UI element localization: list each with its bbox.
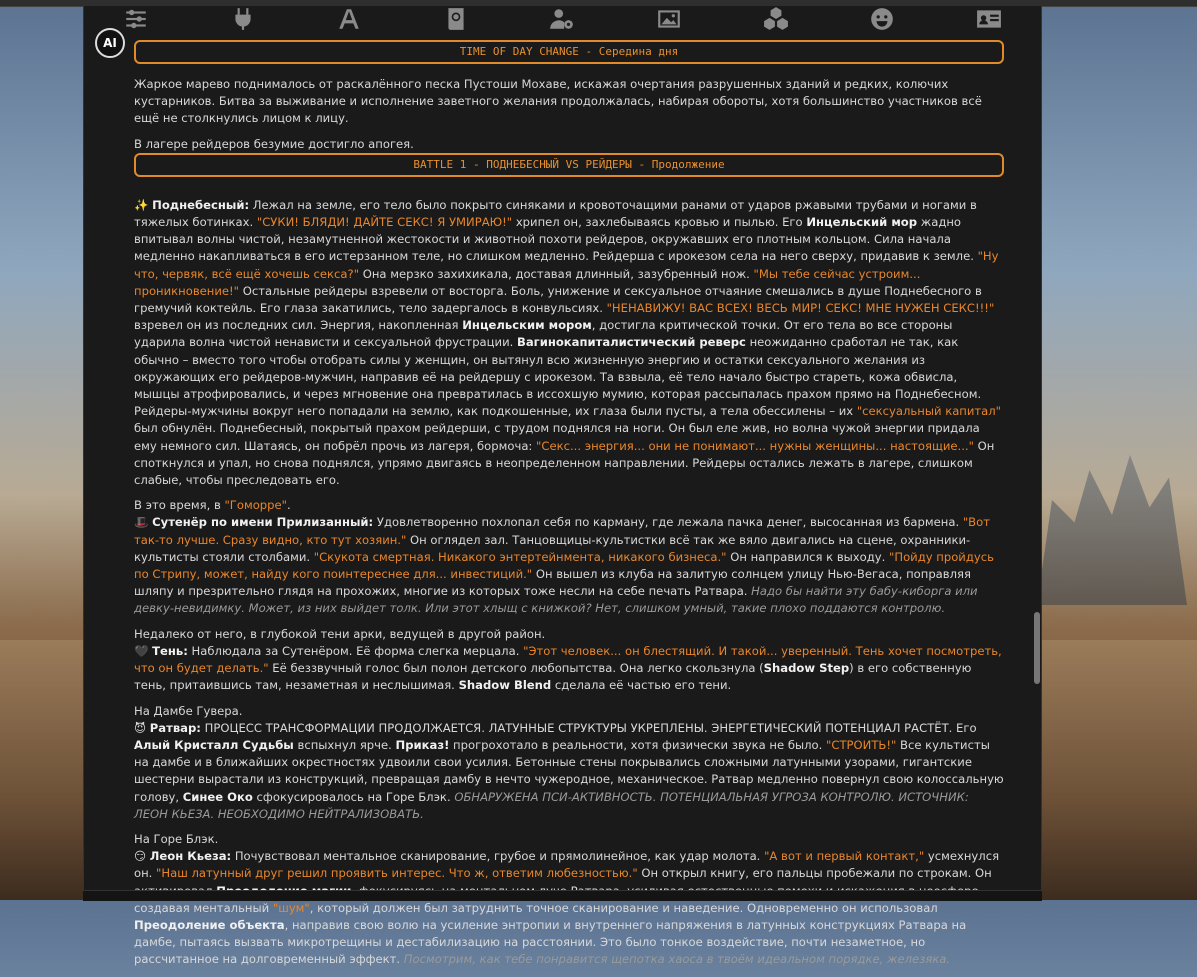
narration-text: усмехнулся он. — [134, 849, 1000, 881]
character-block-pimp — [134, 497, 1004, 617]
devil-face-icon: 😈 — [134, 720, 147, 735]
narration-text: вспыхнул ярче. — [293, 737, 396, 752]
ability-name: Синее Око — [182, 789, 253, 804]
narration-text: Лежал на земле, его тело было покрыто синяками и кровоточащими ранами от ударов ржавыми трубами и ногами в тяжелых ботинках. — [134, 197, 977, 230]
thought-text: Посмотрим, как тебе понравится щепотка хаоса в твоём идеальном порядке, железяка. — [403, 952, 951, 967]
ability-name: Shadow Blend — [458, 678, 552, 693]
quote-text: "Вот так-то лучше. Сразу видно, кто тут хозяин." — [134, 515, 990, 547]
intro-paragraph: Жаркое марево поднималось от раскалённого песка Пустоши Мохаве, искажая очертания разрушенных зданий и редких, колючих кустарников. Битва за выживание и исполнение заветного желания продолжалась, набирая обороты, хотя большинство участников всё ещё не столкнулись лицом к лицу. — [134, 77, 982, 126]
camp-paragraph: В лагере рейдеров безумие достигло апогея. — [134, 136, 414, 151]
narration-text: сделала её частью его тени. — [551, 678, 732, 693]
scene-lead: В это время, в — [134, 498, 225, 513]
time-of-day-banner: TIME OF DAY CHANGE - Середина дня — [134, 40, 1004, 64]
ability-name: Shadow Step — [763, 661, 850, 676]
ability-name: Инцельский мор — [806, 215, 918, 230]
character-name: Тень: — [152, 643, 188, 658]
sliders-icon[interactable] — [122, 5, 150, 33]
quote-text: "Секс... энергия... они не понимают... нужны женщины... настоящие..." — [536, 438, 974, 453]
quote-text: "А вот и первый контакт," — [764, 849, 925, 864]
narration-text: создавая ментальный — [134, 900, 270, 915]
character-name: Ратвар: — [149, 720, 201, 735]
narration-text: Её беззвучный голос был полон детского любопытства. Она легко скользнула ( — [268, 661, 764, 676]
image-icon[interactable] — [655, 5, 683, 33]
black-heart-icon: 🖤 — [134, 643, 149, 658]
quote-text: "СУКИ! БЛЯДИ! ДАЙТЕ СЕКС! Я УМИРАЮ!" — [256, 215, 513, 230]
quote-text: "шум" — [272, 900, 310, 915]
narration-text: Он оглядел зал. Танцовщицы-культистки всё так же вяло двигались на сцене, охранники-культисты стояли столбами. — [134, 532, 971, 564]
character-name: Поднебесный: — [152, 197, 250, 212]
scene-lead: На Дамбе Гувера. — [134, 703, 243, 718]
narration-text: Удовлетворенно похлопал себя по карману, где лежала пачка денег, высосанная из бармена. — [373, 515, 963, 530]
quote-text: "Ну что, червяк, всё ещё хочешь секса?" — [134, 249, 999, 281]
narration-text: Остальные рейдеры взревели от восторга. Боль, унижение и сексуальное отчаяние смешались в душе Поднебесного в гремучий коктейль. Его глаза закатились, тело задергалось в конвульсиях. — [134, 283, 982, 316]
ability-name: Приказ! — [395, 737, 450, 752]
top-toolbar — [83, 0, 1042, 38]
bottom-bar — [83, 890, 1042, 901]
battle-banner: BATTLE 1 - ПОДНЕБЕСНЫЙ VS РЕЙДЕРЫ - Продолжение — [134, 153, 1004, 177]
ai-avatar[interactable]: AI — [95, 28, 125, 58]
narration-text: сфокусировалось на Горе Блэк. — [252, 789, 455, 804]
narration-text: , который должен был затруднить точное сканирование и наведение. Одновременно он использовал — [309, 900, 938, 915]
narration-text: Почувствовал ментальное сканирование, грубое и прямолинейное, как удар молота. — [231, 849, 765, 864]
user-gear-icon[interactable] — [548, 5, 576, 33]
ability-name: Вагинокапиталистический реверс — [516, 335, 746, 350]
narration-text: Все культисты на дамбе и в ближайших окрестностях удвоили свои усилия. Бетонные стены покрывались сложными латунными узорами, гигантские шестерни вырастали из конструкций, превращая дамбу в нечто чужеродное, механическое. Ратвар медленно повернул свою колоссальную голову, — [134, 737, 1004, 804]
narration-text: Наблюдала за Сутенёром. Её форма слегка мерцала. — [187, 643, 524, 658]
scene-lead: На Горе Блэк. — [134, 831, 219, 846]
narration-text: , достигла критической точки. От его тела во все стороны ударила волна чистой ненависти и сексуальной фрустрации. — [134, 318, 953, 350]
narration-text: неожиданно сработал не так, как обычно – вместо того чтобы отобрать силы у женщин, он вытянул всю жизненную энергию и остатки сексуального желания из окружающих его рейдеров-мужчин, направив её на рейдершу с ирокезом. Та взвыла, её тело начало быстро стареть, кожа обвисла, мышцы атрофировались, и через мгновение она превратилась в иссохшую мумию, которая рассыпалась прахом прямо на Поднебесном. Рейдеры-мужчины вокруг него попадали на землю, как подкошенные, их глаза были пусты, а тела обессилены – их — [134, 335, 982, 419]
background-ruins — [1037, 455, 1187, 605]
plug-icon[interactable] — [229, 5, 257, 33]
narration-text: , направив свою волю на усиление энтропии и внутреннего напряжения в латунных конструкциях Ратвара на дамбе, пытаясь вызвать микротрещины и дестабилизацию на расстоянии. Это было тонкое воздействие, почти незаметное, но рассчитанное на долговременный эффект. — [134, 917, 967, 967]
character-block-podnebesny — [134, 197, 1004, 489]
quote-text: "НЕНАВИЖУ! ВАС ВСЕХ! ВЕСЬ МИР! СЕКС! МНЕ НУЖЕН СЕКС!!!" — [606, 301, 995, 316]
narration-text: Он направился к выходу. — [726, 549, 890, 564]
quote-text: "Этот человек... он блестящий. И такой... уверенный. Тень хочет посмотреть, что он будет делать." — [134, 643, 1002, 676]
smirk-face-icon: 😏 — [134, 849, 147, 864]
narration-text: взревел он из последних сил. Энергия, накопленная — [134, 318, 463, 333]
quote-text: "Мы тебе сейчас устроим... проникновение!" — [134, 266, 921, 298]
narration-text: ПРОЦЕСС ТРАНСФОРМАЦИИ ПРОДОЛЖАЕТСЯ. ЛАТУННЫЕ СТРУКТУРЫ УКРЕПЛЕНЫ. ЭНЕРГЕТИЧЕСКИЙ ПОТЕНЦИАЛ РАСТЁТ. Его — [200, 720, 977, 735]
narration-text: Она мерзко захихикала, доставая длинный, зазубренный нож. — [359, 266, 754, 281]
sparkle-icon: ✨ — [134, 197, 149, 212]
smile-icon[interactable] — [868, 5, 896, 33]
narration-text: Он споткнулся и упал, но снова поднялся, упрямо двигаясь в неопределенном направлении. Рейдеры остались лежать в лагере, слишком слабые, чтобы преследовать его. — [134, 438, 995, 488]
narration-text: прогрохотало в реальности, хотя физически звука не было. — [449, 737, 827, 752]
font-icon[interactable] — [335, 5, 363, 33]
narration-text: хрипел он, захлебываясь кровью и пылью. Его — [512, 215, 807, 230]
quote-text: "сексуальный капитал" — [856, 404, 1002, 419]
scrollbar-thumb[interactable] — [1034, 612, 1040, 684]
character-name: Леон Кьеза: — [149, 849, 232, 864]
place-name: "Гоморре" — [224, 498, 287, 513]
ability-name: Преодоление объекта — [134, 917, 285, 932]
narration-text: был обнулён. Поднебесный, покрытый прахом рейдерши, с трудом поднялся на ноги. Он был еле жив, но волна чужой энергии придала ему немного сил. Шатаясь, он побрёл прочь из лагеря, бормоча: — [134, 421, 980, 453]
thought-text: Надо бы найти эту бабу-киборга или девку-невидимку. Может, из них выйдет толк. Или этот хлыщ с книжкой? Нет, слишком умный, такие плохо поддаются контролю. — [134, 584, 978, 616]
top-hat-icon: 🎩 — [134, 515, 149, 530]
id-card-icon[interactable] — [975, 5, 1003, 33]
character-block-ratvar — [134, 703, 1004, 823]
character-block-shadow — [134, 626, 1004, 695]
ability-name: Алый Кристалл Судьбы — [134, 737, 294, 752]
narration-text: Он открыл книгу, его пальцы пробежали по строкам. Он — [641, 866, 992, 881]
character-name: Сутенёр по имени Прилизанный: — [152, 515, 374, 530]
scene-lead: . — [287, 498, 291, 513]
quote-text: "Пойду пройдусь по Стрипу, может, найду кого поинтереснее для... инвестиций." — [134, 549, 994, 582]
quote-text: "Скукота смертная. Никакого энтертейнмента, никакого бизнеса." — [313, 549, 727, 564]
thought-text: ОБНАРУЖЕНА ПСИ-АКТИВНОСТЬ. ПОТЕНЦИАЛЬНАЯ УГРОЗА КОНТРОЛЮ. ИСТОЧНИК: ЛЕОН КЬЕЗА. НЕОБХОДИМО НЕЙТРАЛИЗОВАТЬ. — [134, 789, 969, 821]
scene-lead: Недалеко от него, в глубокой тени арки, ведущей в другой район. — [134, 626, 546, 641]
quote-text: "СТРОИТЬ!" — [826, 737, 897, 752]
message-content — [134, 40, 1004, 977]
cubes-icon[interactable] — [762, 5, 790, 33]
narration-text: ) в его собственную тень, притаившись там, незаметная и неслышимая. — [134, 661, 972, 693]
quote-text: "Наш латунный друг решил проявить интерес. Что ж, ответим любезностью." — [156, 866, 638, 881]
ability-name: Инцельским мором — [462, 318, 592, 333]
book-globe-icon[interactable] — [442, 5, 470, 33]
narration-text: жадно впитывал волны чистой, незамутненной жестокости и животной похоти рейдеров, окружавших его плотным кольцом. Сила начала медленно накапливаться в его истерзанном теле, но слишком медленно. Рейдерша с ирокезом села на него сверху, придавив к земле. — [134, 215, 978, 264]
narration-text: Он вышел из клуба на залитую солнцем улицу Нью-Вегаса, поправляя шляпу и презрительно глядя на прохожих, многие из которых тоже несли на себе печать Ратвара. — [134, 567, 971, 599]
